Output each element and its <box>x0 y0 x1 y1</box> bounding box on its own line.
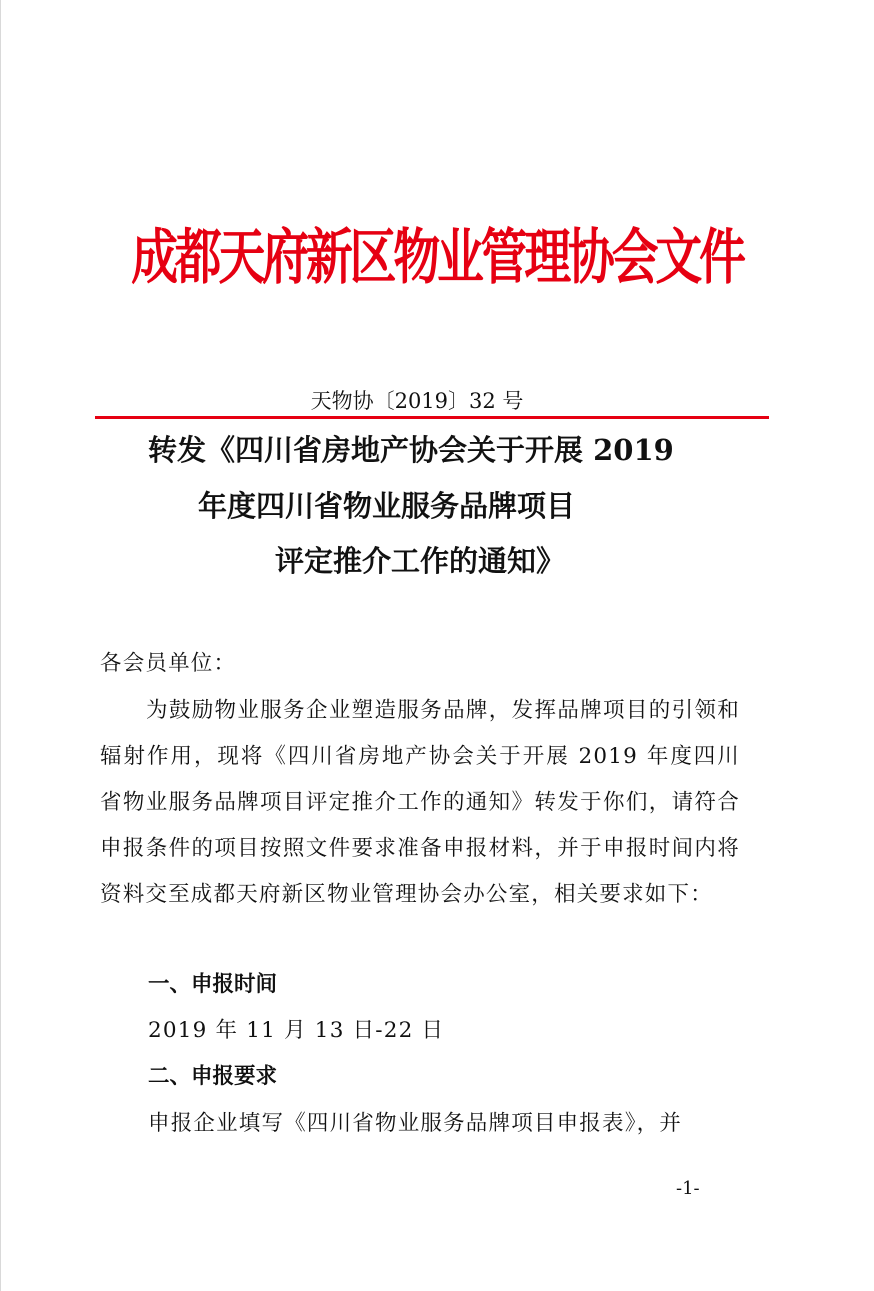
application-date: 2019 年 11 月 13 日-22 日 <box>148 1018 445 1043</box>
red-divider-line <box>95 416 769 419</box>
org-header-title: 成都天府新区物业管理协会文件 <box>131 223 743 293</box>
document-number: 天物协〔2019〕32 号 <box>310 389 524 413</box>
intro-paragraph: 为鼓励物业服务企业塑造服务品牌，发挥品牌项目的引领和辐射作用，现将《四川省房地产协会关于开展 2019 年度四川省物业服务品牌项目评定推介工作的通知》转发于你们，请符合申报条件的项目按照文件要求准备申报材料，并于申报时间内将资料交至成都天府新区物业管理协会办公室，相关要求如下： <box>100 698 740 907</box>
requirements-text: 申报企业填写《四川省物业服务品牌项目申报表》，并 <box>148 1111 683 1136</box>
subject-title-line-3: 评定推介工作的通知》 <box>275 544 566 578</box>
page-edge <box>0 0 1 1291</box>
page-number: -1- <box>676 1178 700 1199</box>
salutation: 各会员单位： <box>100 651 237 676</box>
section-heading-time: 一、申报时间 <box>148 972 278 997</box>
subject-title-line-1: 转发《四川省房地产协会关于开展 2019 <box>148 433 674 467</box>
section-heading-requirements: 二、申报要求 <box>148 1064 278 1089</box>
subject-title-line-2: 年度四川省物业服务品牌项目 <box>198 489 576 523</box>
